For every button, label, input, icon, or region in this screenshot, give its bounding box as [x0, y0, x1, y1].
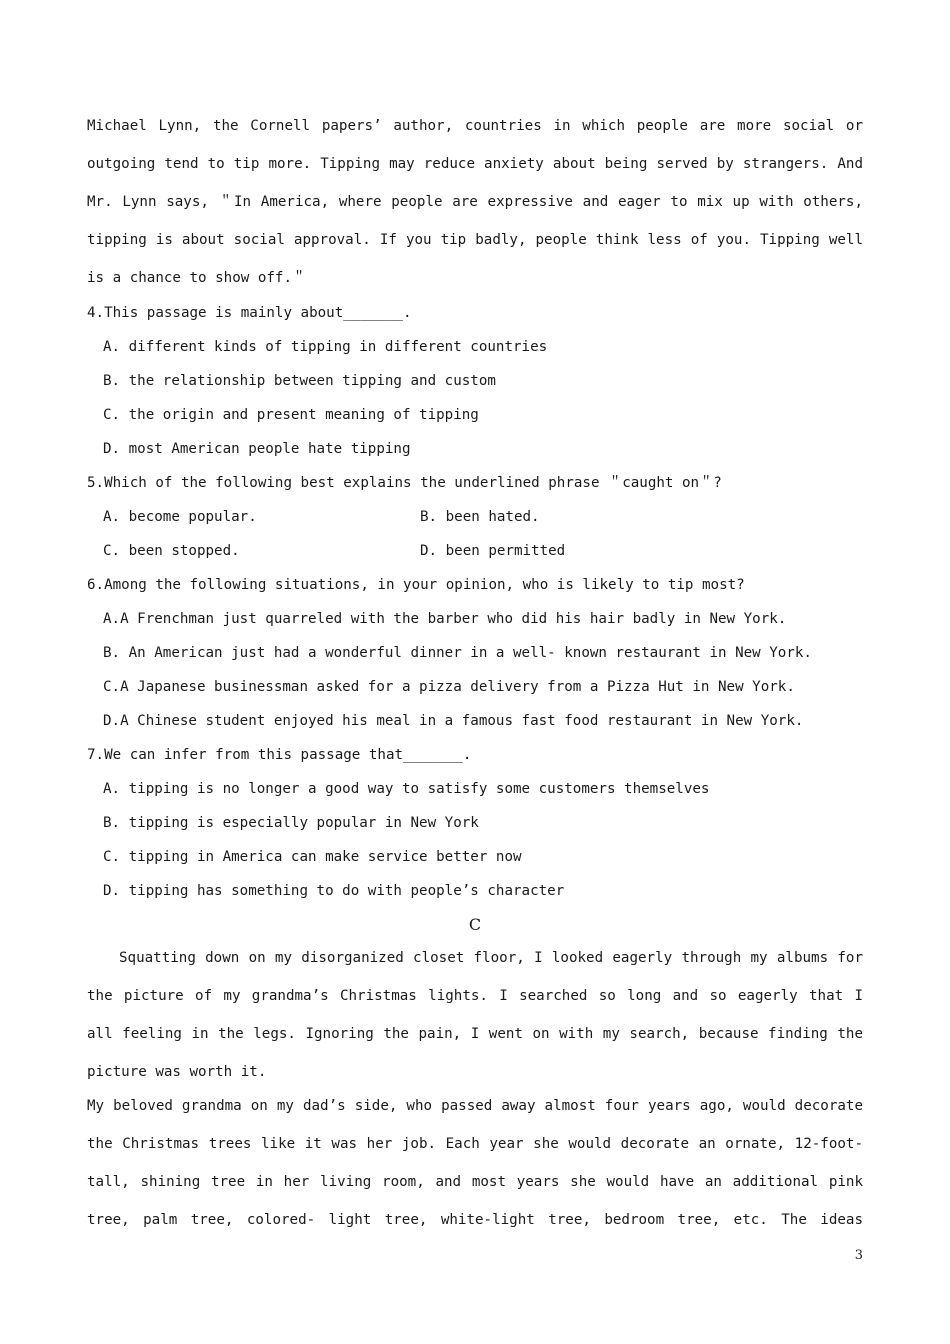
passage-line: tipping is about social approval. If you tip badly, people think less of you. Tipping well [87, 232, 863, 248]
question-6-stem: 6.Among the following situations, in your opinion, who is likely to tip most? [87, 577, 745, 593]
question-6-option-b: B. An American just had a wonderful dinner in a well- known restaurant in New York. [103, 645, 812, 661]
question-5-options-row [87, 500, 863, 534]
question-5-stem: 5.Which of the following best explains the underlined phrase ＂caught on＂? [87, 475, 722, 491]
question-7-option-a: A. tipping is no longer a good way to satisfy some customers themselves [103, 781, 710, 797]
question-5-option-c: C. been stopped. [103, 543, 240, 559]
passage-line: is a chance to show off.＂ [87, 270, 307, 286]
question-6-option-d: D.A Chinese student enjoyed his meal in a famous fast food restaurant in New York. [103, 713, 804, 729]
paragraph-line: tall, shining tree in her living room, and most years she would have an additional pink [87, 1174, 863, 1190]
question-4-option-a: A. different kinds of tipping in different countries [103, 339, 548, 355]
question-7-option-c: C. tipping in America can make service better now [103, 849, 522, 865]
question-7-option-d: D. tipping has something to do with people’s character [103, 883, 565, 899]
paragraph-line: the Christmas trees like it was her job. Each year she would decorate an ornate, 12-foot- [87, 1136, 863, 1152]
page-number: 3 [854, 1248, 863, 1263]
document-page [87, 110, 863, 1242]
paragraph-line: Squatting down on my disorganized closet floor, I looked eagerly through my albums for [119, 950, 863, 966]
question-5-option-d: D. been permitted [420, 543, 566, 559]
question-6-option-c: C.A Japanese businessman asked for a pizza delivery from a Pizza Hut in New York. [103, 679, 795, 695]
question-5-option-a: A. become popular. [103, 509, 257, 525]
question-4-stem: 4.This passage is mainly about_______. [87, 305, 412, 321]
paragraph-line: the picture of my grandma’s Christmas lights. I searched so long and so eagerly that I [87, 988, 863, 1004]
paragraph-line: tree, palm tree, colored- light tree, white-light tree, bedroom tree, etc. The ideas [87, 1212, 863, 1228]
question-7-option-b: B. tipping is especially popular in New York [103, 815, 479, 831]
section-heading: C [468, 915, 482, 934]
question-5-option-b: B. been hated. [420, 509, 540, 525]
paragraph-line: My beloved grandma on my dad’s side, who passed away almost four years ago, would decorate [87, 1098, 863, 1114]
question-7-stem: 7.We can infer from this passage that_______. [87, 747, 472, 763]
question-4-option-b: B. the relationship between tipping and custom [103, 373, 496, 389]
paragraph-line: picture was worth it. [87, 1064, 267, 1080]
question-5-options-row [87, 534, 863, 568]
question-4-option-d: D. most American people hate tipping [103, 441, 411, 457]
question-6-option-a: A.A Frenchman just quarreled with the barber who did his hair badly in New York. [103, 611, 787, 627]
passage-line: Mr. Lynn says, ＂In America, where people are expressive and eager to mix up with others, [87, 194, 863, 210]
paragraph-line: all feeling in the legs. Ignoring the pain, I went on with my search, because finding the [87, 1026, 863, 1042]
passage-line: outgoing tend to tip more. Tipping may reduce anxiety about being served by strangers. And [87, 156, 863, 172]
passage-line: Michael Lynn, the Cornell papers’ author, countries in which people are more social or [87, 118, 863, 134]
question-4-option-c: C. the origin and present meaning of tipping [103, 407, 479, 423]
